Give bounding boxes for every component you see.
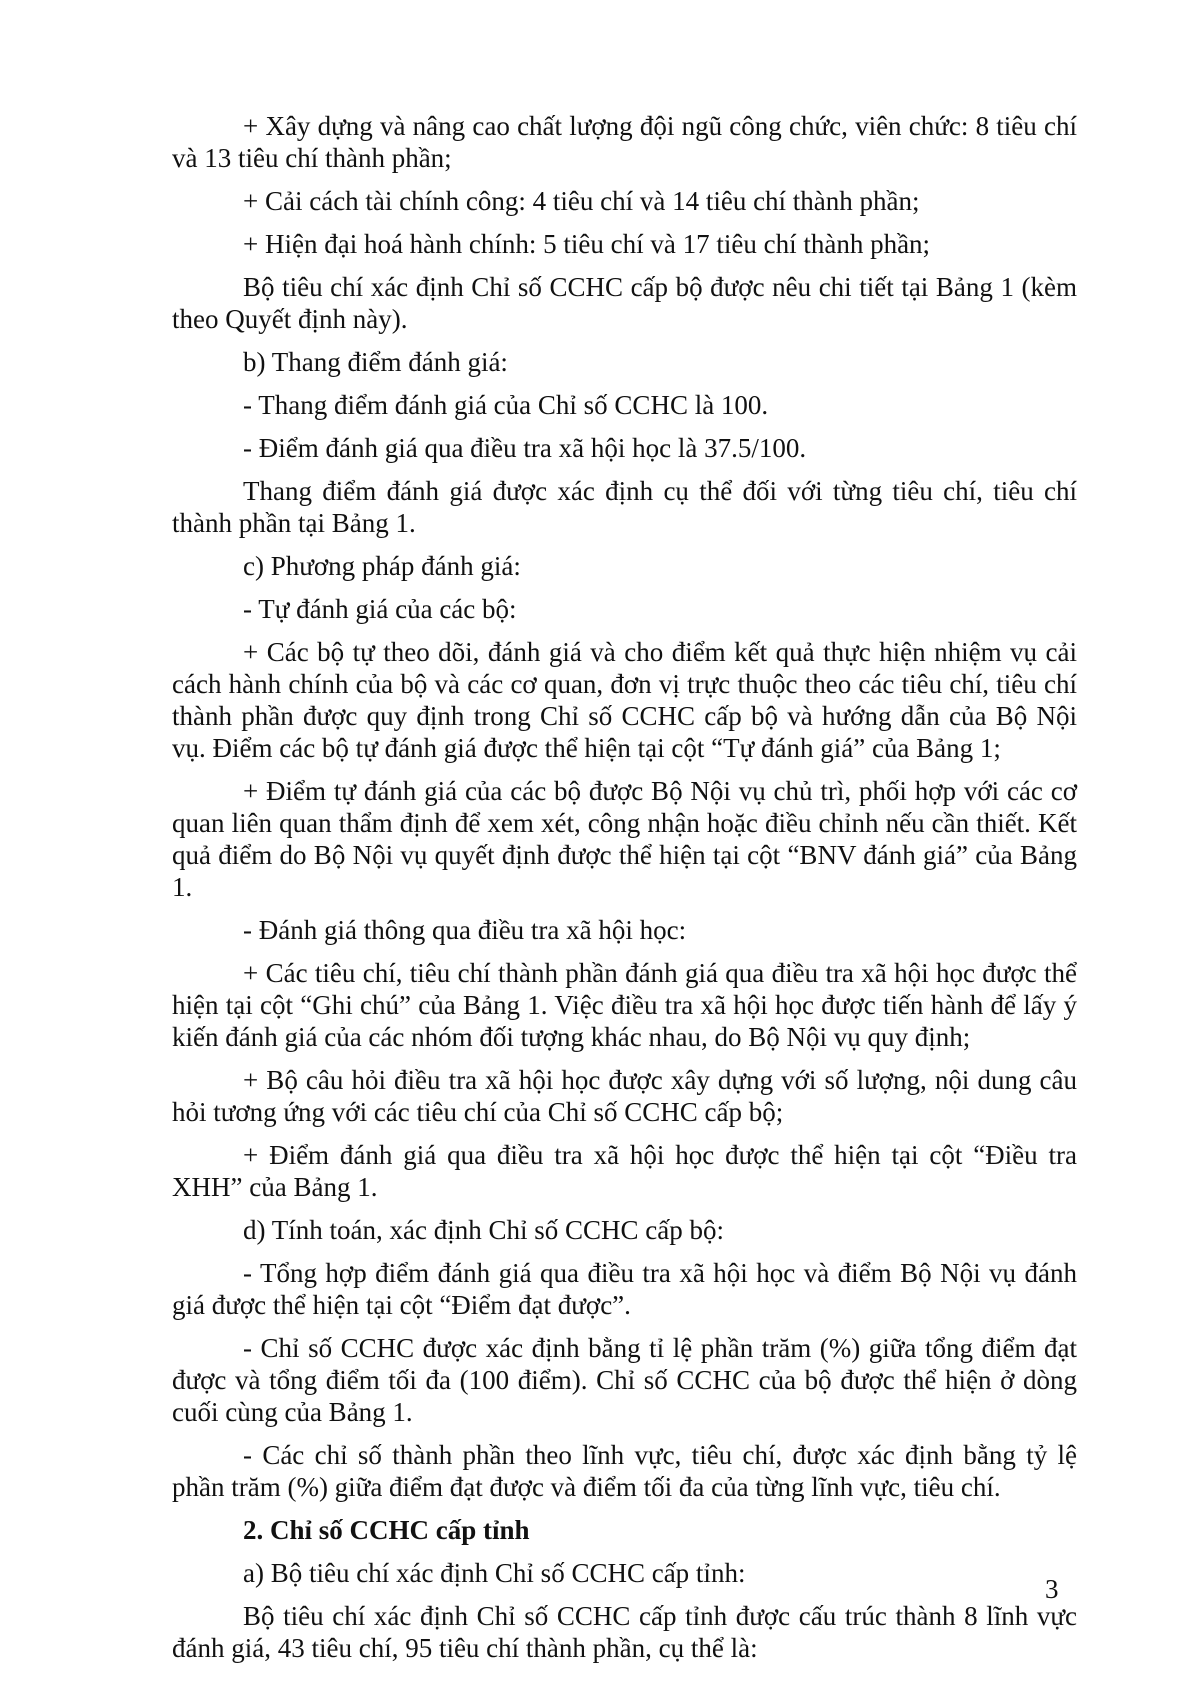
subheading-thang-diem: b) Thang điểm đánh giá: [243,347,508,377]
subheading-phuong-phap: c) Phương pháp đánh giá: [243,551,521,581]
paragraph-thang-diem-100: - Thang điểm đánh giá của Chỉ số CCHC là 100. [243,390,769,420]
paragraph-diem-tu-danh-gia: + Điểm tự đánh giá của các bộ được Bộ Nội vụ chủ trì, phối hợp với các cơ quan liên quan thẩm định để xem xét, công nhận hoặc điều chỉnh nếu cần thiết. Kết quả điểm do Bộ Nội vụ quyết định được thể hiện tại cột “BNV đánh giá” của Bảng 1. [172,776,1077,902]
paragraph-xay-dung: + Xây dựng và nâng cao chất lượng đội ngũ công chức, viên chức: 8 tiêu chí và 13 tiêu chí thành phần; [172,111,1077,173]
paragraph-danh-gia-dieu-tra: - Đánh giá thông qua điều tra xã hội học: [243,915,687,945]
page-number: 3 [1045,1574,1059,1604]
subheading-tinh-toan: d) Tính toán, xác định Chỉ số CCHC cấp bộ: [243,1215,724,1245]
paragraph-chi-so-thanh-phan: - Các chỉ số thành phần theo lĩnh vực, tiêu chí, được xác định bằng tỷ lệ phần trăm (%) giữa điểm đạt được và điểm tối đa của từng lĩnh vực, tiêu chí. [172,1440,1077,1502]
paragraph-diem-xhh: + Điểm đánh giá qua điều tra xã hội học được thể hiện tại cột “Điều tra XHH” của Bảng 1. [172,1140,1077,1202]
paragraph-bo-tieu-chi-cap-bo: Bộ tiêu chí xác định Chỉ số CCHC cấp bộ được nêu chi tiết tại Bảng 1 (kèm theo Quyết định này). [172,272,1077,334]
paragraph-chi-so-ty-le: - Chỉ số CCHC được xác định bằng tỉ lệ phần trăm (%) giữa tổng điểm đạt được và tổng điểm tối đa (100 điểm). Chỉ số CCHC của bộ được thể hiện ở dòng cuối cùng của Bảng 1. [172,1333,1077,1427]
section-heading-cap-tinh: 2. Chỉ số CCHC cấp tỉnh [243,1515,530,1545]
paragraph-cac-bo-tu-theo-doi: + Các bộ tự theo dõi, đánh giá và cho điểm kết quả thực hiện nhiệm vụ cải cách hành chính của bộ và các cơ quan, đơn vị trực thuộc theo các tiêu chí, tiêu chí thành phần được quy định trong Chỉ số CCHC cấp bộ và hướng dẫn của Bộ Nội vụ. Điểm các bộ tự đánh giá được thể hiện tại cột “Tự đánh giá” của Bảng 1; [172,637,1077,763]
paragraph-cai-cach-tai-chinh: + Cải cách tài chính công: 4 tiêu chí và 14 tiêu chí thành phần; [243,186,920,216]
paragraph-cac-tieu-chi-dieu-tra: + Các tiêu chí, tiêu chí thành phần đánh giá qua điều tra xã hội học được thể hiện tại cột “Ghi chú” của Bảng 1. Việc điều tra xã hội học được tiến hành để lấy ý kiến đánh giá của các nhóm đối tượng khác nhau, do Bộ Nội vụ quy định; [172,958,1077,1052]
paragraph-tu-danh-gia: - Tự đánh giá của các bộ: [243,594,517,624]
paragraph-hien-dai-hoa: + Hiện đại hoá hành chính: 5 tiêu chí và 17 tiêu chí thành phần; [243,229,931,259]
subheading-bo-tieu-chi-cap-tinh: a) Bộ tiêu chí xác định Chỉ số CCHC cấp tỉnh: [243,1558,746,1588]
document-body [172,110,1077,1675]
paragraph-thang-diem-cu-the: Thang điểm đánh giá được xác định cụ thể đối với từng tiêu chí, tiêu chí thành phần tại Bảng 1. [172,476,1077,538]
paragraph-tong-hop-diem: - Tổng hợp điểm đánh giá qua điều tra xã hội học và điểm Bộ Nội vụ đánh giá được thể hiện tại cột “Điểm đạt được”. [172,1258,1077,1320]
paragraph-bo-cau-hoi: + Bộ câu hỏi điều tra xã hội học được xây dựng với số lượng, nội dung câu hỏi tương ứng với các tiêu chí của Chỉ số CCHC cấp bộ; [172,1065,1077,1127]
paragraph-cau-truc-cap-tinh: Bộ tiêu chí xác định Chỉ số CCHC cấp tỉnh được cấu trúc thành 8 lĩnh vực đánh giá, 43 tiêu chí, 95 tiêu chí thành phần, cụ thể là: [172,1601,1077,1663]
paragraph-diem-dieu-tra: - Điểm đánh giá qua điều tra xã hội học là 37.5/100. [243,433,807,463]
